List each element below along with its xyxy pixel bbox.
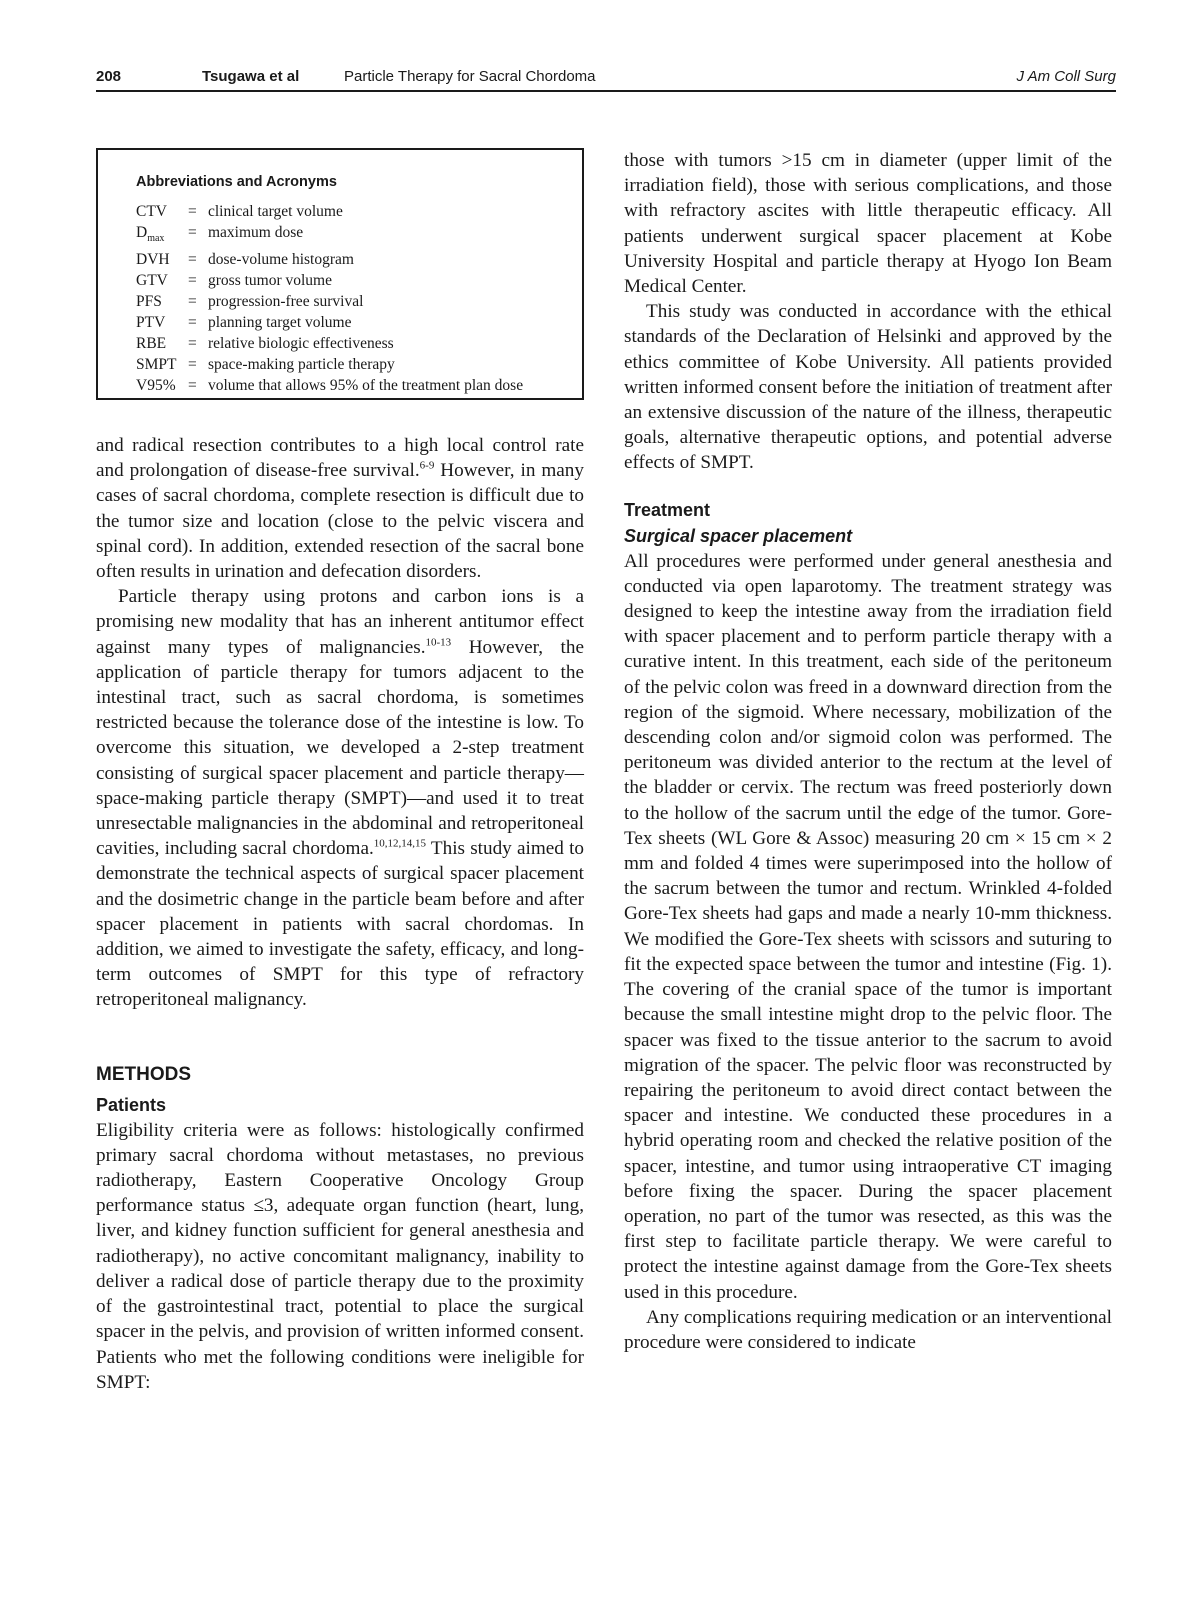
header-running-title: Particle Therapy for Sacral Chordoma: [344, 68, 596, 85]
header-journal: J Am Coll Surg: [1016, 68, 1116, 85]
abbreviation-row: SMPT = space-making particle therapy: [136, 356, 395, 374]
left-column: [96, 148, 584, 1395]
abbreviation-term: $D_{max}$: [136, 224, 165, 245]
abbreviation-definition: volume that allows 95% of the treatment plan dose: [208, 377, 524, 395]
abbreviation-term: RBE: [136, 335, 167, 353]
abbreviations-title: Abbreviations and Acronyms: [136, 174, 337, 190]
abbreviation-definition: clinical target volume: [208, 203, 343, 221]
body-paragraph: Particle therapy using protons and carbon ions is a promising new modality that has an inherent antitumor effect against many types of malignancies.$^{10-13}$ However, the application of particle therapy for tumors adjacent to the intestinal tract, such as sacral chordoma, is sometimes restricted because the tolerance dose of the intestine is low. To overcome this situation, we developed a 2-step treatment consisting of surgical spacer placement and particle therapy—space-making particle therapy (SMPT)—and used it to treat unresectable malignancies in the abdominal and retroperitoneal cavities, including sacral chordoma.$^{10,12,14,15}$ This study aimed to demonstrate the technical aspects of surgical spacer placement and the dosimetric change in the particle beam before and after spacer placement in patients with sacral chordomas. In addition, we aimed to investigate the safety, efficacy, and long-term outcomes of SMPT for this type of refractory retroperitoneal malignancy.: [96, 586, 584, 1011]
body-paragraph: All procedures were performed under general anesthesia and conducted via open laparotomy. The treatment strategy was designed to keep the intestine away from the irradiation field with spacer placement and to perform particle therapy with a curative intent. In this treatment, each side of the peritoneum of the pelvic colon was freed in a downward direction from the region of the sigmoid. Where necessary, mobilization of the descending colon and/or sigmoid colon was performed. The peritoneum was divided anterior to the rectum at the level of the bladder or cervix. The rectum was freed posteriorly down to the hollow of the sacrum until the edge of the tumor. Gore-Tex sheets (WL Gore & Assoc) measuring 20 cm × 15 cm × 2 mm and folded 4 times were superimposed into the hollow of the sacrum between the tumor and rectum. Wrinkled 4-folded Gore-Tex sheets had gaps and made a nearly 10-mm thickness. We modified the Gore-Tex sheets with scissors and suturing to fit the expected space between the tumor and intestine (Fig. 1). The covering of the cranial space of the tumor is important because the small intestine might drop to the pelvic floor. The spacer was fixed to the tissue anterior to the sacrum to avoid migration of the spacer. The pelvic floor was reconstructed by repairing the peritoneum to avoid direct contact between the spacer and intestine. We conducted these procedures in a hybrid operating room and checked the relative position of the spacer, intestine, and tumor using intraoperative CT imaging before fixing the spacer. During the spacer placement operation, no part of the tumor was resected, as this was the first step to facilitate particle therapy. We were careful to protect the intestine against damage from the Gore-Tex sheets used in this procedure.: [624, 550, 1112, 1303]
abbreviation-term: DVH: [136, 251, 170, 269]
body-paragraph: This study was conducted in accordance with the ethical standards of the Declaration of Helsinki and approved by the ethics committee of Kobe University. All patients provided written informed consent before the initiation of treatment after an extensive discussion of the nature of the illness, therapeutic goals, alternative therapeutic options, and potential adverse effects of SMPT.: [624, 301, 1112, 474]
body-paragraph: Any complications requiring medication or an interventional procedure were considered to indicate: [624, 1306, 1112, 1353]
header-authors: Tsugawa et al: [202, 68, 300, 85]
body-paragraph: Eligibility criteria were as follows: histologically confirmed primary sacral chordoma without metastases, no previous radiotherapy, Eastern Cooperative Oncology Group performance status ≤3, adequate organ function (heart, lung, liver, and kidney function sufficient for general anesthesia and radiotherapy), no active concomitant malignancy, inability to deliver a radical dose of particle therapy due to the proximity of the gastrointestinal tract, potential to place the surgical spacer in the pelvis, and provision of written informed consent. Patients who met the following conditions were ineligible for SMPT:: [96, 1119, 584, 1393]
abbreviation-row: PTV = planning target volume: [136, 314, 352, 332]
subsection-heading-patients: Patients: [96, 1094, 167, 1115]
abbreviation-row: CTV = clinical target volume: [136, 203, 343, 221]
abbreviations-box: [96, 148, 584, 400]
abbreviation-row: RBE = relative biologic effectiveness: [136, 335, 394, 353]
subsection-heading-treatment: Treatment: [624, 499, 711, 520]
abbreviation-definition: gross tumor volume: [208, 272, 332, 290]
abbreviation-term: PTV: [136, 314, 166, 332]
citation-ref: 10,12,14,15: [373, 837, 427, 850]
abbreviation-term: GTV: [136, 272, 168, 290]
body-paragraph: those with tumors >15 cm in diameter (upper limit of the irradiation field), those with serious complications, and those with refractory ascites with little therapeutic efficacy. All patients underwent surgical spacer placement at Kobe University Hospital and particle therapy at Hyogo Ion Beam Medical Center.: [624, 150, 1112, 298]
citation-ref: 6-9: [419, 459, 435, 472]
abbreviation-definition: maximum dose: [208, 224, 304, 242]
abbreviation-definition: dose-volume histogram: [208, 251, 354, 269]
abbreviation-term: SMPT: [136, 356, 177, 374]
abbreviation-row: $D_{max}$ = maximum dose: [136, 222, 562, 249]
abbreviation-subscript: max: [147, 233, 165, 245]
abbreviation-definition: progression-free survival: [208, 293, 364, 311]
body-paragraph: and radical resection contributes to a high local control rate and prolongation of disease-free survival.$^{6-9}$ However, in many cases of sacral chordoma, complete resection is difficult due to the tumor size and location (close to the pelvic viscera and spinal cord). In addition, extended resection of the sacral bone often results in urination and defecation disorders.: [96, 435, 584, 583]
page-number: 208: [96, 68, 122, 85]
citation-ref: 10-13: [425, 636, 452, 649]
abbreviation-term: V95%: [136, 377, 176, 395]
abbreviation-row: GTV = gross tumor volume: [136, 272, 332, 290]
abbreviation-row: PFS = progression-free survival: [136, 293, 364, 311]
abbreviation-term: CTV: [136, 203, 167, 221]
section-heading-methods: METHODS: [96, 1063, 191, 1085]
abbreviation-definition: space-making particle therapy: [208, 356, 395, 374]
abbreviation-definition: relative biologic effectiveness: [208, 335, 394, 353]
abbreviation-row: DVH = dose-volume histogram: [136, 251, 354, 269]
abbreviation-row: V95% = volume that allows 95% of the treatment plan dose: [136, 377, 524, 395]
running-header: [96, 64, 1116, 92]
right-column: [624, 148, 1112, 1355]
abbreviation-definition: planning target volume: [208, 314, 352, 332]
subsubsection-heading-spacer: Surgical spacer placement: [624, 525, 853, 546]
abbreviation-term: PFS: [136, 293, 162, 311]
